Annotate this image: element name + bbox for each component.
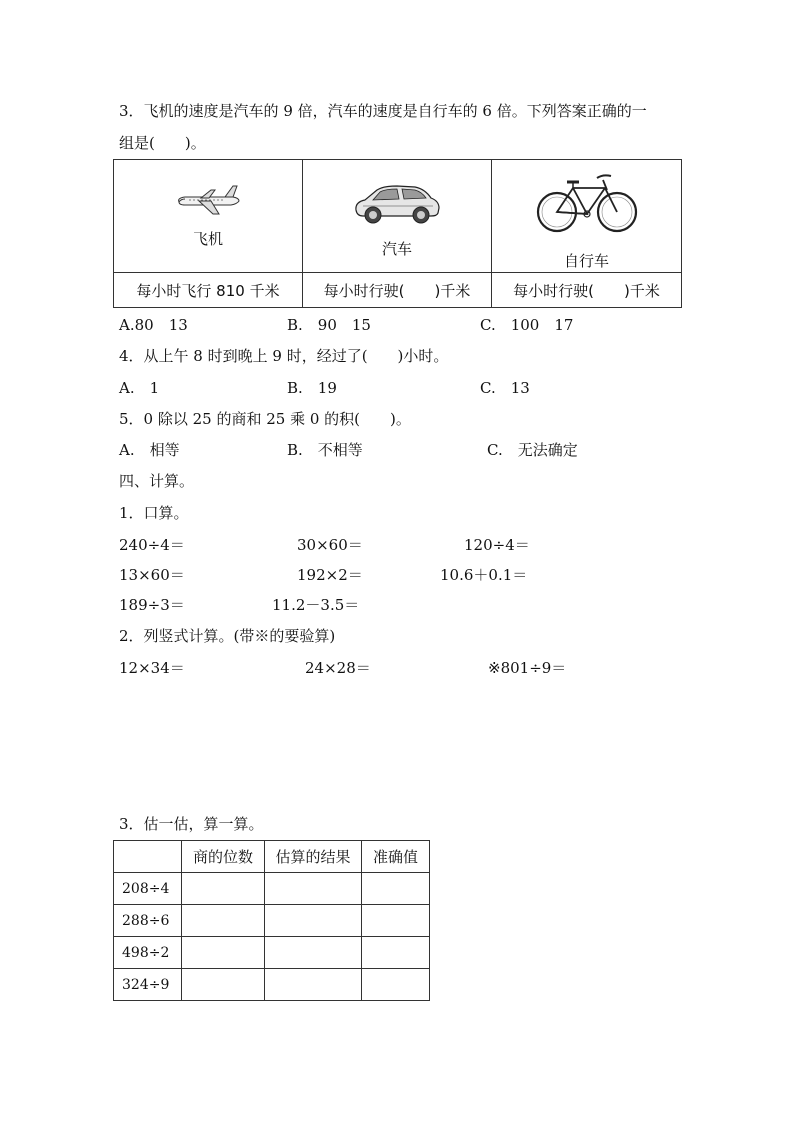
answer-cell[interactable] xyxy=(362,873,430,905)
answer-cell[interactable] xyxy=(182,873,265,905)
bicycle-icon xyxy=(535,168,639,238)
option-a[interactable]: A.80 13 xyxy=(119,316,188,334)
vehicle-name: 自行车 xyxy=(563,252,609,270)
oral-item: 189÷3＝ xyxy=(119,596,185,614)
vertical-item: 24×28＝ xyxy=(305,659,371,677)
answer-cell[interactable] xyxy=(182,969,265,1001)
table-row xyxy=(114,969,430,1001)
oral-row xyxy=(0,565,794,585)
oral-row xyxy=(0,595,794,615)
vertical-item: 12×34＝ xyxy=(119,659,185,677)
vertical-title: 2．列竖式计算。(带※的要验算) xyxy=(119,627,336,645)
vertical-item: ※801÷9＝ xyxy=(488,659,567,677)
q4-text: 4．从上午 8 时到晚上 9 时，经过了( )小时。 xyxy=(119,347,449,365)
car-icon xyxy=(353,178,441,226)
option-a[interactable]: A. 1 xyxy=(119,379,160,397)
answer-cell[interactable] xyxy=(265,937,362,969)
estimate-expression: 498÷2 xyxy=(114,937,182,969)
vertical-row xyxy=(0,658,794,678)
vehicle-rate: 每小时飞行 810 千米 xyxy=(114,273,303,308)
estimate-table xyxy=(113,840,430,1001)
q3-text-line2: 组是( )。 xyxy=(119,134,206,152)
q3-text-line1: 3．飞机的速度是汽车的 9 倍，汽车的速度是自行车的 6 倍。下列答案正确的一 xyxy=(119,102,647,120)
estimate-header xyxy=(114,841,182,873)
answer-cell[interactable] xyxy=(362,905,430,937)
vehicle-cell-bicycle xyxy=(492,160,682,273)
vehicle-name: 飞机 xyxy=(192,230,223,248)
q4-options xyxy=(0,378,794,398)
option-a[interactable]: A. 相等 xyxy=(119,441,180,459)
answer-cell[interactable] xyxy=(362,969,430,1001)
option-b[interactable]: B. 90 15 xyxy=(287,316,371,334)
answer-cell[interactable] xyxy=(182,937,265,969)
answer-cell[interactable] xyxy=(362,937,430,969)
answer-cell[interactable] xyxy=(265,873,362,905)
oral-item: 192×2＝ xyxy=(297,566,363,584)
answer-cell[interactable] xyxy=(265,905,362,937)
oral-row xyxy=(0,535,794,555)
estimate-expression: 288÷6 xyxy=(114,905,182,937)
option-c[interactable]: C. 13 xyxy=(480,379,530,397)
vehicle-name: 汽车 xyxy=(381,240,412,258)
estimate-header-row xyxy=(114,841,430,873)
q3-options xyxy=(0,315,794,335)
option-c[interactable]: C. 无法确定 xyxy=(487,441,578,459)
vehicle-rate: 每小时行驶( )千米 xyxy=(492,273,682,308)
estimate-header: 估算的结果 xyxy=(265,841,362,873)
oral-title: 1．口算。 xyxy=(119,504,189,522)
vehicle-cell-airplane xyxy=(114,160,303,273)
estimate-expression: 208÷4 xyxy=(114,873,182,905)
table-row xyxy=(114,937,430,969)
estimate-expression: 324÷9 xyxy=(114,969,182,1001)
estimate-header: 商的位数 xyxy=(182,841,265,873)
table-row xyxy=(114,905,430,937)
vehicle-cell-car xyxy=(303,160,492,273)
estimate-title: 3．估一估，算一算。 xyxy=(119,815,264,833)
oral-item: 11.2－3.5＝ xyxy=(272,596,360,614)
oral-item: 13×60＝ xyxy=(119,566,185,584)
option-c[interactable]: C. 100 17 xyxy=(480,316,574,334)
q5-options xyxy=(0,440,794,460)
oral-item: 120÷4＝ xyxy=(464,536,530,554)
airplane-icon xyxy=(175,184,241,218)
section4-title: 四、计算。 xyxy=(119,472,195,490)
oral-item: 30×60＝ xyxy=(297,536,363,554)
vehicle-table xyxy=(113,159,682,308)
answer-cell[interactable] xyxy=(182,905,265,937)
table-row xyxy=(114,873,430,905)
estimate-header: 准确值 xyxy=(362,841,430,873)
option-b[interactable]: B. 19 xyxy=(287,379,337,397)
oral-item: 240÷4＝ xyxy=(119,536,185,554)
vehicle-rate: 每小时行驶( )千米 xyxy=(303,273,492,308)
oral-item: 10.6＋0.1＝ xyxy=(440,566,528,584)
option-b[interactable]: B. 不相等 xyxy=(287,441,363,459)
q5-text: 5．0 除以 25 的商和 25 乘 0 的积( )。 xyxy=(119,410,411,428)
answer-cell[interactable] xyxy=(265,969,362,1001)
